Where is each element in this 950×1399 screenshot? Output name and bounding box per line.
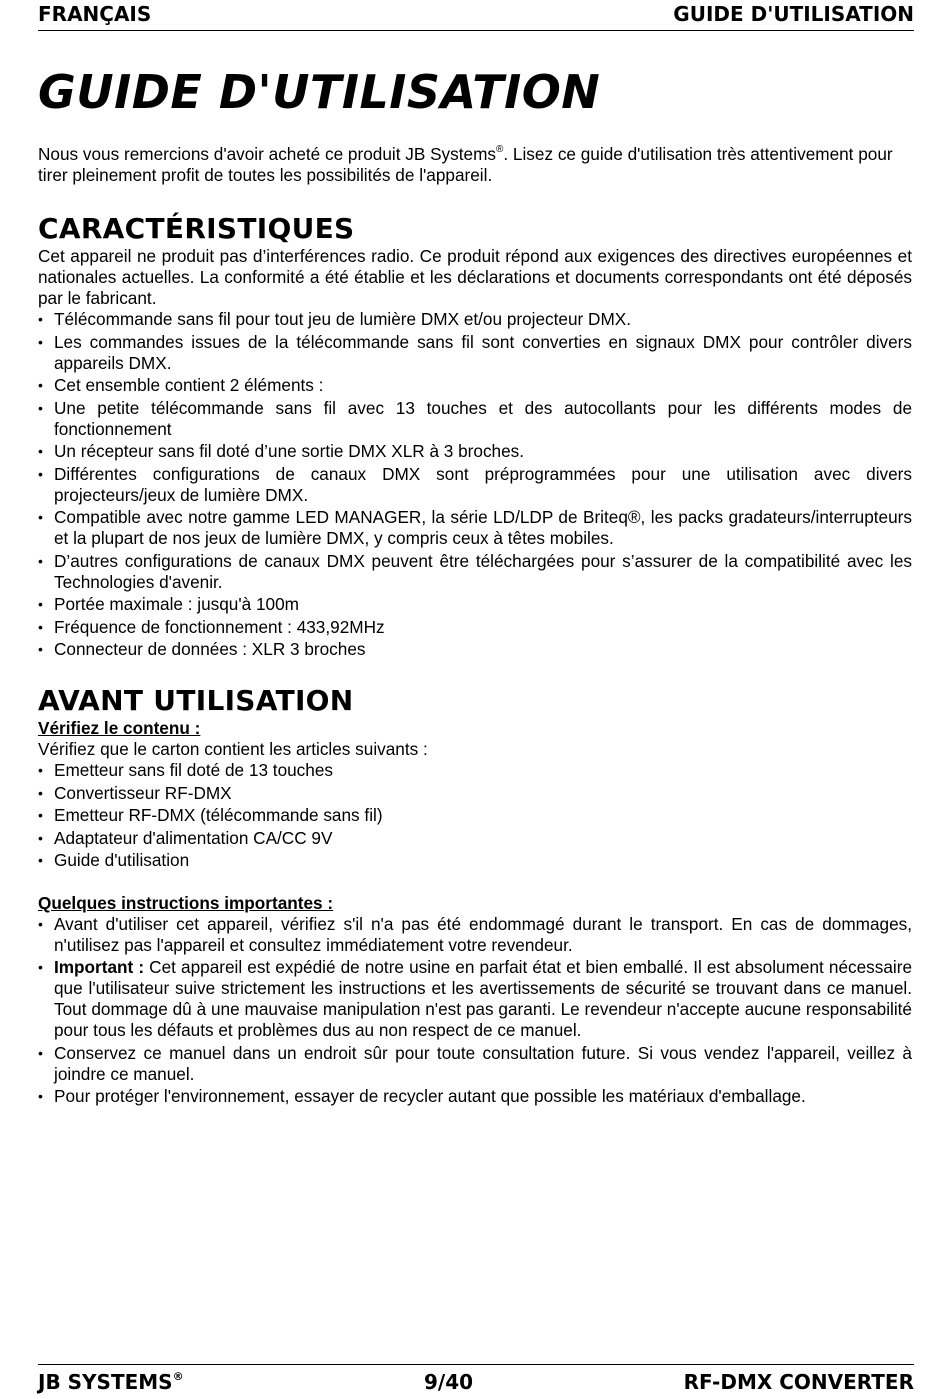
page-content <box>38 62 912 1109</box>
list-item <box>38 850 912 871</box>
instructions-heading: Quelques instructions importantes : <box>38 892 334 913</box>
registered-mark: ® <box>496 144 504 155</box>
list-item <box>38 309 912 330</box>
page-number: 9/40 <box>424 1370 474 1394</box>
characteristics-paragraph: Cet appareil ne produit pas d’interférences radio. Ce produit répond aux exigences des directives européennes et nationales actuelles. La conformité a été établie et les déclarations et documents correspondants ont été déposés par le fabricant. <box>38 246 912 308</box>
before-use-heading: AVANT UTILISATION <box>38 684 354 717</box>
bullet-dot-icon: • <box>38 311 43 327</box>
bullet-dot-icon: • <box>38 762 43 778</box>
header-language: FRANÇAIS <box>38 2 152 26</box>
bullet-dot-icon: • <box>38 465 43 482</box>
item-text: Conservez ce manuel dans un endroit sûr pour toute consultation future. Si vous vendez l'appareil, veillez à joindre ce manuel. <box>54 1042 912 1084</box>
characteristics-section <box>38 212 912 660</box>
item-text: Portée maximale : jusqu'à 100m <box>54 594 299 614</box>
bullet-dot-icon: • <box>38 852 43 868</box>
bullet-dot-icon: • <box>38 915 43 932</box>
item-text: Différentes configurations de canaux DMX sont préprogrammées pour une utilisation avec divers projecteurs/jeux de lumière DMX. <box>54 463 912 505</box>
item-lead: Important : <box>54 957 145 977</box>
bullet-dot-icon: • <box>38 333 43 350</box>
list-item <box>38 507 912 549</box>
instruction-item <box>38 1086 912 1107</box>
item-text: Fréquence de fonctionnement : 433,92MHz <box>54 616 385 637</box>
list-item <box>38 441 912 462</box>
list-item <box>38 594 912 615</box>
item-text: Connecteur de données : XLR 3 broches <box>54 639 366 659</box>
bullet-dot-icon: • <box>38 807 43 823</box>
instruction-item <box>38 1043 912 1085</box>
before-use-section <box>38 684 912 1107</box>
page-header <box>38 2 914 31</box>
bullet-dot-icon: • <box>38 784 43 801</box>
instruction-item <box>38 957 912 1041</box>
list-item <box>38 639 912 660</box>
characteristics-heading: CARACTÉRISTIQUES <box>38 212 355 245</box>
bullet-dot-icon: • <box>38 1044 43 1061</box>
bullet-dot-icon: • <box>38 399 43 416</box>
list-item <box>38 464 912 506</box>
instruction-item <box>38 914 912 956</box>
item-text: Les commandes issues de la télécommande sans fil sont converties en signaux DMX pour contrôler divers appareils DMX. <box>54 331 912 373</box>
bullet-dot-icon: • <box>38 552 43 569</box>
item-text: Un récepteur sans fil doté d’une sortie DMX XLR à 3 broches. <box>54 441 525 461</box>
intro-text-start: Nous vous remercions d'avoir acheté ce produit JB Systems <box>38 144 496 164</box>
item-text: Emetteur sans fil doté de 13 touches <box>54 760 333 780</box>
instructions-list <box>38 914 912 1108</box>
footer-product: RF-DMX CONVERTER <box>683 1370 914 1394</box>
item-text: Adaptateur d'alimentation CA/CC 9V <box>54 827 333 848</box>
item-text: Guide d'utilisation <box>54 850 190 870</box>
bullet-dot-icon: • <box>38 377 43 393</box>
contents-list <box>38 760 912 871</box>
intro-text-end: . Lisez ce guide d'utilisation très attentivement pour tirer pleinement profit de toutes les possibilités de l'appareil. <box>38 144 893 185</box>
header-doc-title: GUIDE D'UTILISATION <box>673 2 914 26</box>
bullet-dot-icon: • <box>38 641 43 657</box>
page-title: GUIDE D'UTILISATION <box>38 65 601 119</box>
bullet-dot-icon: • <box>38 959 43 975</box>
bullet-dot-icon: • <box>38 1088 43 1104</box>
check-contents-intro: Vérifiez que le carton contient les articles suivants : <box>38 739 428 759</box>
item-text: Une petite télécommande sans fil avec 13 touches et des autocollants pour les différents modes de fonctionnement <box>54 397 912 439</box>
bullet-dot-icon: • <box>38 829 43 846</box>
check-contents-heading: Vérifiez le contenu : <box>38 718 201 738</box>
list-item <box>38 398 912 440</box>
item-text: Compatible avec notre gamme LED MANAGER, la série LD/LDP de Briteq®, les packs gradateurs/interrupteurs et la plupart de nos jeux de lumière DMX, y compris ceux à têtes mobiles. <box>54 507 912 548</box>
item-text: Convertisseur RF-DMX <box>54 782 232 803</box>
item-text: Cet appareil est expédié de notre usine en parfait état et bien emballé. Il est absolument nécessaire que l'utilisateur suive strictement les instructions et les avertissements de sécurité se trouvant dans ce manuel. Tout dommage dû à une mauvaise manipulation n'est pas garanti. Le revendeur n'accepte aucune responsabilité pour tous les défauts et problèmes dus au non respect de ce manuel. <box>54 957 912 1040</box>
item-text: Télécommande sans fil pour tout jeu de lumière DMX et/ou projecteur DMX. <box>54 309 631 329</box>
intro-paragraph <box>38 144 912 186</box>
footer-registered-mark: ® <box>172 1370 184 1383</box>
list-item <box>38 828 912 849</box>
characteristics-list <box>38 309 912 660</box>
list-item <box>38 760 912 781</box>
item-text: Emetteur RF-DMX (télécommande sans fil) <box>54 805 383 825</box>
bullet-dot-icon: • <box>38 618 43 635</box>
list-item <box>38 617 912 638</box>
list-item <box>38 805 912 826</box>
item-text: D’autres configurations de canaux DMX peuvent être téléchargées pour s’assurer de la compatibilité avec les Technologies d'avenir. <box>54 550 912 592</box>
bullet-dot-icon: • <box>38 596 43 612</box>
item-text: Cet ensemble contient 2 éléments : <box>54 375 324 395</box>
page-footer <box>38 1364 914 1395</box>
list-item <box>38 783 912 804</box>
footer-brand <box>38 1365 184 1399</box>
item-text: Pour protéger l'environnement, essayer de recycler autant que possible les matériaux d'emballage. <box>54 1086 806 1106</box>
item-text: Avant d'utiliser cet appareil, vérifiez s'il n'a pas été endommagé durant le transport. En cas de dommages, n'utilisez pas l'appareil et consultez immédiatement votre revendeur. <box>54 913 912 955</box>
list-item <box>38 332 912 374</box>
footer-brand-name: JB SYSTEMS <box>38 1370 173 1394</box>
bullet-dot-icon: • <box>38 509 43 525</box>
list-item <box>38 551 912 593</box>
bullet-dot-icon: • <box>38 443 43 459</box>
list-item <box>38 375 912 396</box>
